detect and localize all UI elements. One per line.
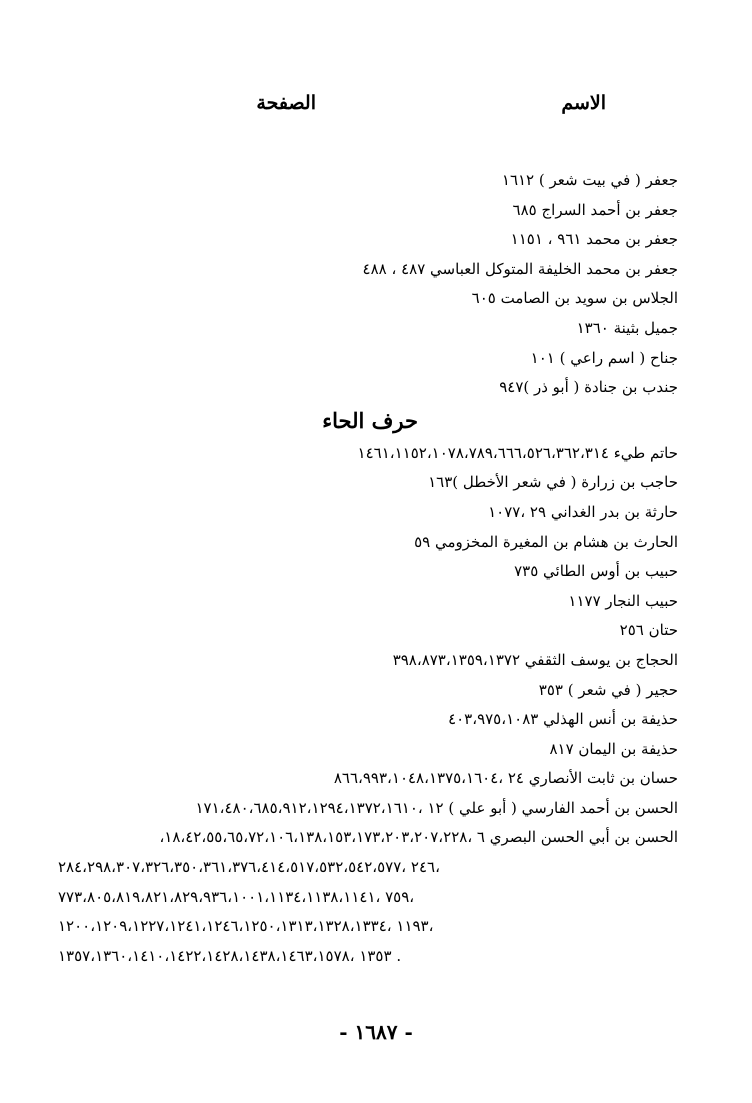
index-entry: جعفر بن محمد الخليفة المتوكل العباسي ٤٨٧ ، ٤٨٨ [362, 259, 678, 278]
index-entry: جعفر بن محمد ٩٦١ ، ١١٥١ [510, 230, 678, 249]
index-entry: جناح ( اسم راعي ) ١٠١ [530, 348, 678, 367]
index-entry: جعفر بن أحمد السراج ٦٨٥ [512, 200, 678, 219]
index-entry: حجير ( في شعر ) ٣٥٣ [538, 680, 678, 699]
index-entry: حتان ٢٥٦ [619, 621, 678, 640]
index-entry: حذيفة بن اليمان ٨١٧ [549, 739, 678, 758]
index-entry: حذيفة بن أنس الهذلي ٤٠٣،٩٧٥،١٠٨٣ [448, 710, 678, 729]
index-entry: جعفر ( في بيت شعر ) ١٦١٢ [501, 171, 678, 189]
index-entry: الحسن بن أحمد الفارسي ( أبو علي ) ١٢ ،١٧١،٤٨٠،٦٨٥،٩١٢،١٢٩٤،١٣٧٢،١٦١٠ [195, 798, 678, 817]
index-entry: جميل بثينة ١٣٦٠ [576, 318, 678, 337]
index-entry: حارثة بن بدر الغداني ٢٩ ،١٠٧٧ [488, 502, 678, 521]
index-entry: الجلاس بن سويد بن الصامت ٦٠٥ [471, 289, 678, 308]
page-column-heading: الصفحة [256, 92, 316, 114]
index-entry-continuation: ٢٤٦ ،٢٨٤،٢٩٨،٣٠٧،٣٢٦،٣٥٠،٣٦١،٣٧٦،٤١٤،٥١٧،٥٣٢،٥٤٢،٥٧٧، [58, 858, 440, 877]
index-entry: جندب بن جنادة ( أبو ذر )٩٤٧ [499, 378, 678, 397]
name-column-heading: الاسم [561, 92, 606, 114]
index-entry: حبيب بن أوس الطائي ٧٣٥ [514, 562, 678, 581]
page-number: - ١٦٨٧ - [339, 1020, 413, 1044]
index-entry: الحارث بن هشام بن المغيرة المخزومي ٥٩ [414, 532, 678, 551]
index-entry: حاجب بن زرارة ( في شعر الأخطل )١٦٣ [428, 473, 678, 492]
index-entry-continuation: ١١٩٣ ،١٢٠٠،١٢٠٩،١٢٢٧،١٢٤١،١٢٤٦،١٢٥٠،١٣١٣،١٣٢٨،١٣٣٤، [58, 917, 434, 936]
index-entries [58, 166, 678, 971]
index-entry: حبيب النجار ١١٧٧ [568, 591, 678, 610]
index-entry: حاتم طيء ١٤٦١،١١٥٢،١٠٧٨،٧٨٩،٦٦٦،٥٢٦،٣٦٢،٣١٤ [357, 443, 678, 462]
index-entry-continuation: ١٣٥٣ ،١٣٥٧،١٣٦٠،١٤١٠،١٤٢٢،١٤٢٨،١٤٣٨،١٤٦٣،١٥٧٨ . [58, 946, 402, 965]
index-entry-continuation: ٧٥٩ ،٧٧٣،٨٠٥،٨١٩،٨٢١،٨٢٩،٩٣٦،١٠٠١،١١٣٤،١١٣٨،١١٤١، [58, 887, 415, 906]
index-entry: الحسن بن أبي الحسن البصري ٦ ،١٨،٤٢،٥٥،٦٥،٧٢،١٠٦،١٣٨،١٥٣،١٧٣،٢٠٣،٢٠٧،٢٢٨، [159, 828, 678, 847]
section-heading: حرف الحاء [322, 407, 418, 433]
index-entry: حسان بن ثابت الأنصاري ٢٤ ،٨٦٦،٩٩٣،١٠٤٨،١٣٧٥،١٦٠٤ [333, 769, 678, 788]
index-entry: الحجاج بن يوسف الثقفي ٣٩٨،٨٧٣،١٣٥٩،١٣٧٢ [392, 650, 678, 669]
